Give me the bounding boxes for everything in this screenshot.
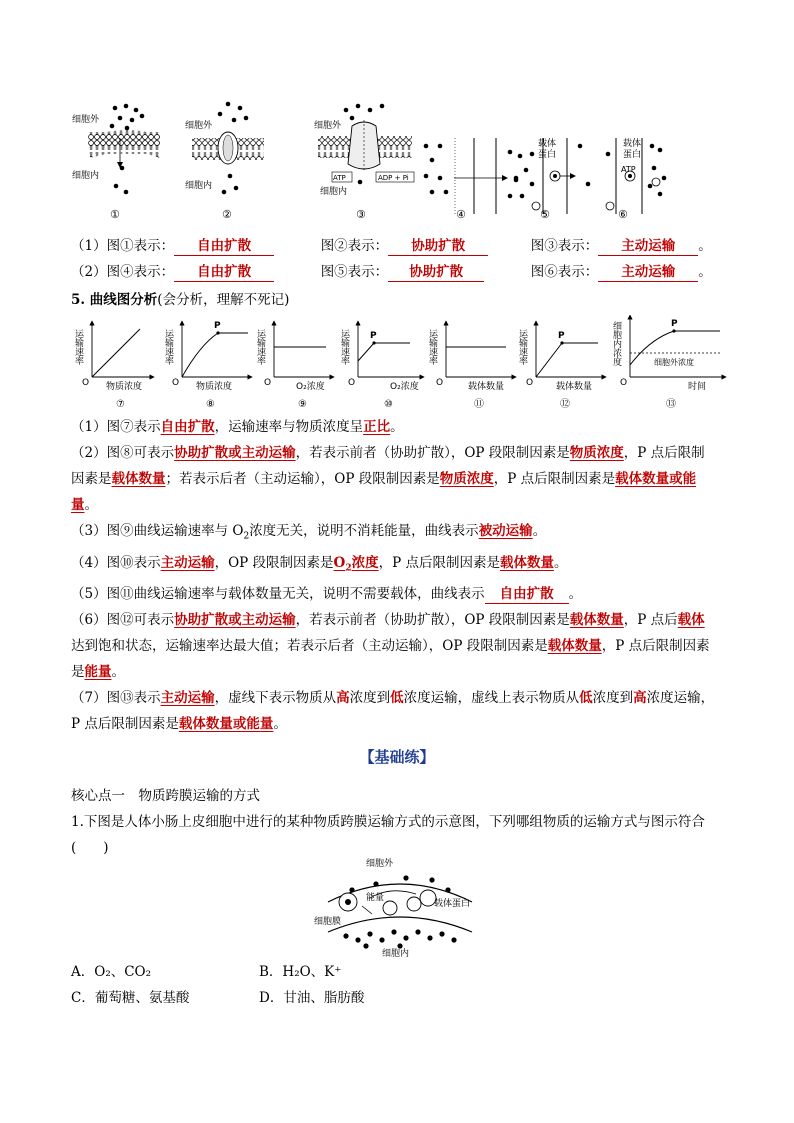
fig3-num: ③ [356,208,366,221]
section-5-heading [71,290,289,310]
g12-xlabel: 载体数量 [556,382,593,392]
question-1-stem: 1.下图是人体小肠上皮细胞中进行的某种物质跨膜运输方式的示意图，下列哪组物质的运输方式与图示符合 [71,814,705,830]
answer-row-1 [71,236,712,256]
q1-option-a[interactable]: A．O₂、CO₂ [71,964,152,980]
g8-xlabel: 物质浓度 [196,382,233,392]
row2-answer-1: 自由扩散 [174,263,274,282]
fig5-carrier-2: 蛋白 [538,150,557,160]
g13-num: ⑬ [666,399,676,410]
g9-origin: O [264,378,272,388]
graph-10 [339,323,422,410]
q1-options-row-2 [71,988,364,1008]
q1-energy-label: 能量 [366,893,385,903]
figure-3 [314,104,414,221]
analysis-line-7: （7）图⑬表示主动运输，虚线下表示物质从高浓度到低浓度运输，虚线上表示物质从低浓度到高浓度运输， [71,690,715,707]
g10-num: ⑩ [384,399,393,410]
fig2-outside-label: 细胞外 [185,121,213,131]
analysis-line-5: （5）图⑪曲线运输速率与载体数量无关，说明不需要载体，曲线表示 自由扩散 。 [71,586,583,603]
row1-prompt-2: 图②表示： [320,238,389,254]
fig1-num: ① [110,208,120,221]
g11-xlabel: 载体数量 [468,382,505,392]
analysis-line-6c: 是能量。 [71,664,125,681]
fig1-inside-label: 细胞内 [72,171,100,181]
g10-point: P [370,331,377,341]
g9-num: ⑨ [298,399,307,410]
analysis-line-4: （4）图⑩表示主动运输，OP 段限制因素是$O_2$浓度，P 点后限制因素是载体数量。 [71,554,568,574]
row2-answer-2: 协助扩散 [388,263,484,282]
q1-option-c[interactable]: C．葡萄糖、氨基酸 [71,990,190,1006]
g12-point: P [558,331,565,341]
q1-figure-svg [310,854,490,958]
fig4-num: ④ [456,208,466,221]
fig1-outside-label: 细胞外 [72,115,100,125]
analysis-line-6: （6）图⑫可表示协助扩散或主动运输，若表示前者（协助扩散），OP 段限制因素是载体数量，P 点后载体 [71,612,705,629]
q1-membrane-label: 细胞膜 [314,917,342,927]
graph-9 [255,323,332,410]
row2-prompt-2: 图⑤表示： [320,264,389,280]
graphs-svg [70,315,730,411]
graph-11 [427,323,514,410]
g7-xlabel: 物质浓度 [106,382,143,392]
g11-num: ⑪ [474,399,484,410]
g7-ylabel: 运输速率 [73,329,83,365]
analysis-line-2b: 因素是载体数量；若表示后者（主动运输），OP 段限制因素是物质浓度，P 点后限制因素是载体数量或能 [71,471,697,487]
row2-answer-3: 主动运输 [598,263,698,282]
core-point-title: 核心点一 物质跨膜运输的方式 [71,788,260,804]
g7-num: ⑦ [116,399,125,410]
figure-1 [72,104,162,221]
figure-5 [514,137,591,221]
q1-option-b[interactable]: B．H₂O、K⁺ [259,964,342,980]
g13-origin: O [620,378,628,388]
section-5-note: (会分析，理解不死记) [157,292,290,308]
fig3-outside-label: 细胞外 [314,121,342,131]
fig5-carrier-1: 载体 [538,139,557,149]
g8-ylabel: 运输速率 [163,329,173,365]
question-1-figure [310,854,490,958]
g8-origin: O [172,378,180,388]
q1-inside-label: 细胞内 [382,949,410,958]
q1-carrier-label: 载体蛋白 [434,899,471,909]
g7-origin: O [82,378,90,388]
membrane-diagrams-svg [70,96,670,226]
q1-options-row-1 [71,962,341,982]
fig3-inside-label: 细胞内 [320,187,348,197]
g8-point: P [214,321,221,331]
basic-practice-title: 【基础练】 [359,748,435,766]
fig3-atp: ATP [333,174,346,182]
fig6-carrier-2: 蛋白 [623,150,642,160]
analysis-line-2: （2）图⑧可表示协助扩散或主动运输，若表示前者（协助扩散），OP 段限制因素是物质浓度，P 点后限制 [71,445,705,461]
fig6-atp: ATP [621,165,636,174]
figure-2 [185,102,264,221]
graph-12 [517,323,604,410]
row1-answer-1: 自由扩散 [174,237,274,256]
g11-origin: O [436,378,444,388]
row2-prompt-3: 图⑥表示： [530,264,599,280]
fig6-carrier-1: 载体 [623,139,642,149]
row1-end: 。 [698,238,712,254]
membrane-figures [70,96,670,226]
figure-6 [606,137,667,221]
analysis-line-6b: 达到饱和状态，运输速率达最大值；若表示后者（主动运输），OP 段限制因素是载体数量，P 点后限制因素 [71,638,710,655]
q1-option-d[interactable]: D．甘油、脂肪酸 [259,990,365,1006]
row1-prompt-1: （1）图①表示： [71,238,175,254]
fig2-num: ② [222,208,232,221]
g13-ylabel: 细胞内浓度 [611,321,621,366]
row1-prompt-3: 图③表示： [530,238,599,254]
fig3-adp: ADP + Pi [378,174,409,182]
row1-answer-3: 主动运输 [598,237,698,256]
answer-row-2 [71,262,712,282]
g12-origin: O [526,378,534,388]
section-5-title: 5. 曲线图分析 [71,292,158,308]
g13-point: P [671,319,678,329]
question-1-paren: ( ) [71,840,109,856]
g9-ylabel: 运输速率 [255,329,265,365]
graph-7 [73,323,152,410]
g10-xlabel: O₂浓度 [390,382,419,392]
g10-origin: O [348,378,356,388]
g10-ylabel: 运输速率 [339,329,349,365]
fig2-inside-label: 细胞内 [185,181,213,191]
g11-ylabel: 运输速率 [427,329,437,365]
analysis-line-3: （3）图⑨曲线运输速率与 $O_2$浓度无关，说明不消耗能量，曲线表示被动运输。 [71,523,547,542]
row2-end: 。 [698,264,712,280]
fig6-num: ⑥ [618,208,628,221]
analysis-line-7b: P 点后限制因素是载体数量或能量。 [71,716,287,733]
row1-answer-2: 协助扩散 [388,237,488,256]
g9-xlabel: O₂浓度 [296,382,325,392]
row2-prompt-1: （2）图④表示： [71,264,175,280]
g13-xlabel: 时间 [688,382,707,392]
analysis-block [71,414,725,737]
g8-num: ⑧ [206,399,215,410]
graph-strip [70,315,730,411]
graph-8 [163,321,250,410]
g12-num: ⑫ [560,399,570,410]
graph-13 [611,317,724,410]
g12-ylabel: 运输速率 [517,329,527,365]
analysis-line-2c: 量。 [71,497,98,513]
q1-outside-label: 细胞外 [366,859,394,869]
g13-dash-label: 细胞外浓度 [654,358,694,367]
fig5-num: ⑤ [540,208,550,221]
analysis-line-1: （1）图⑦表示自由扩散，运输速率与物质浓度呈正比。 [71,419,404,435]
figure-4 [424,138,519,221]
